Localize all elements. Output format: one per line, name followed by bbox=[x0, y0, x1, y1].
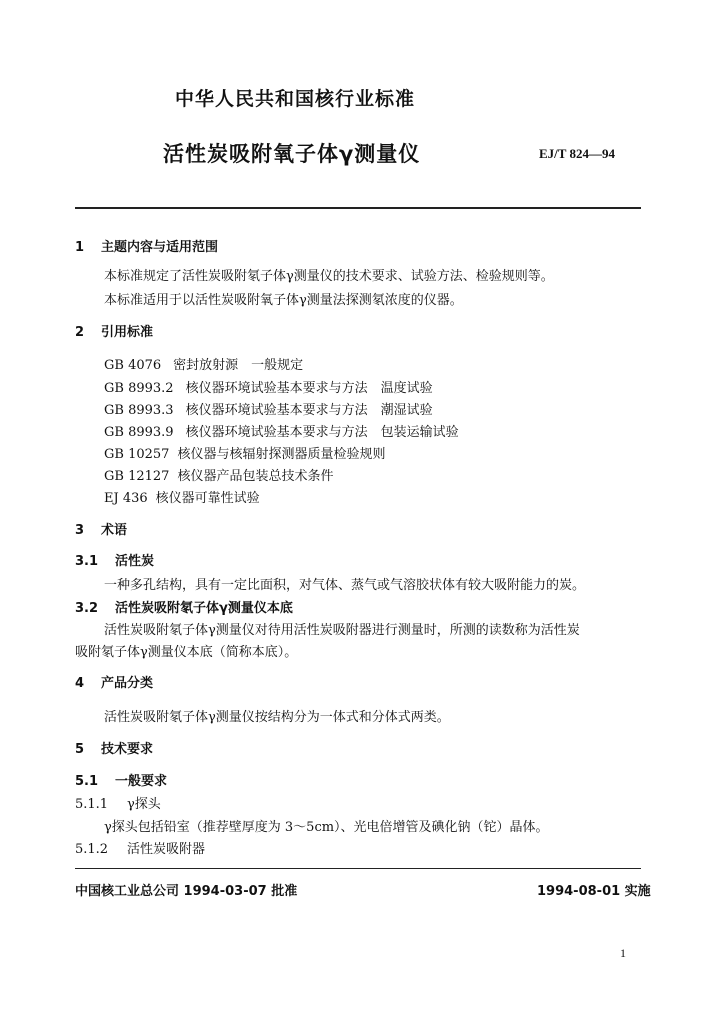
reference-title: 核仪器环境试验基本要求与方法 潮湿试验 bbox=[185, 403, 433, 418]
section-number: 1 bbox=[75, 240, 85, 255]
section-title: 术语 bbox=[101, 523, 128, 538]
reference-item bbox=[104, 487, 260, 506]
reference-item bbox=[104, 399, 433, 418]
subsection-3-2-paragraph-line-1: 活性炭吸附氡子体γ测量仪对待用活性炭吸附器进行测量时，所测的读数称为活性炭 bbox=[104, 623, 580, 638]
reference-code: EJ 436 bbox=[104, 491, 148, 506]
subsection-5-1-1-paragraph: γ探头包括铅室（推荐壁厚度为 3～5cm）、光电倍增管及碘化钠（铊）晶体。 bbox=[104, 820, 549, 835]
reference-code: GB 8993.2 bbox=[104, 381, 174, 396]
subsection-5-1-2-heading bbox=[75, 838, 205, 857]
subsection-number: 5.1 bbox=[75, 774, 99, 789]
reference-code: GB 4076 bbox=[104, 358, 162, 373]
section-title: 产品分类 bbox=[101, 676, 154, 691]
section-number: 3 bbox=[75, 523, 85, 538]
reference-item bbox=[104, 465, 333, 484]
reference-title: 密封放射源 一般规定 bbox=[173, 358, 304, 373]
subsection-title: 活性炭 bbox=[115, 554, 155, 569]
subsection-title: 一般要求 bbox=[115, 774, 168, 789]
section-1-heading bbox=[75, 236, 218, 255]
page-number: 1 bbox=[620, 946, 626, 960]
section-number: 5 bbox=[75, 742, 85, 757]
reference-item bbox=[104, 443, 385, 462]
subsection-5-1-1-heading bbox=[75, 793, 161, 812]
subsection-5-1-heading bbox=[75, 770, 167, 789]
section-4-heading bbox=[75, 672, 153, 691]
subsection-3-1-paragraph: 一种多孔结构，具有一定比面积，对气体、蒸气或气溶胶状体有较大吸附能力的炭。 bbox=[104, 578, 586, 593]
section-number: 4 bbox=[75, 676, 85, 691]
reference-title: 核仪器产品包装总技术条件 bbox=[177, 469, 334, 484]
section-1-paragraph-1: 本标准规定了活性炭吸附氡子体γ测量仪的技术要求、试验方法、检验规则等。 bbox=[104, 269, 554, 284]
subsection-number: 5.1.1 bbox=[75, 797, 109, 812]
reference-item bbox=[104, 354, 303, 373]
reference-title: 核仪器可靠性试验 bbox=[155, 491, 260, 506]
subsection-number: 3.2 bbox=[75, 601, 99, 616]
reference-title: 核仪器环境试验基本要求与方法 包装运输试验 bbox=[185, 425, 459, 440]
reference-item bbox=[104, 377, 433, 396]
subsection-title: 活性炭吸附器 bbox=[127, 842, 206, 857]
approval-note: 中国核工业总公司 1994-03-07 批准 bbox=[75, 884, 298, 899]
subsection-3-2-heading bbox=[75, 597, 293, 616]
section-title: 主题内容与适用范围 bbox=[101, 240, 219, 255]
subsection-title: 活性炭吸附氡子体γ测量仪本底 bbox=[115, 601, 293, 616]
header-divider bbox=[75, 207, 641, 209]
section-title: 引用标准 bbox=[101, 325, 154, 340]
section-1-paragraph-2: 本标准适用于以活性炭吸附氧子体γ测量法探测氡浓度的仪器。 bbox=[104, 293, 463, 308]
subsection-3-2-paragraph-line-2: 吸附氡子体γ测量仪本底（简称本底）。 bbox=[75, 645, 298, 660]
reference-code: GB 12127 bbox=[104, 469, 170, 484]
subsection-number: 3.1 bbox=[75, 554, 99, 569]
reference-item bbox=[104, 421, 459, 440]
header-org: 中华人民共和国核行业标准 bbox=[175, 88, 416, 110]
subsection-title: γ探头 bbox=[127, 797, 161, 812]
section-2-heading bbox=[75, 321, 153, 340]
subsection-number: 5.1.2 bbox=[75, 842, 109, 857]
reference-code: GB 8993.9 bbox=[104, 425, 174, 440]
section-number: 2 bbox=[75, 325, 85, 340]
implementation-date: 1994-08-01 实施 bbox=[537, 884, 651, 899]
reference-code: GB 8993.3 bbox=[104, 403, 174, 418]
reference-title: 核仪器环境试验基本要求与方法 温度试验 bbox=[185, 381, 433, 396]
section-title: 技术要求 bbox=[101, 742, 154, 757]
subsection-3-1-heading bbox=[75, 550, 154, 569]
section-4-paragraph: 活性炭吸附氡子体γ测量仪按结构分为一体式和分体式两类。 bbox=[104, 710, 450, 725]
reference-code: GB 10257 bbox=[104, 447, 170, 462]
section-5-heading bbox=[75, 738, 153, 757]
document-title: 活性炭吸附氧子体γ测量仪 bbox=[163, 142, 421, 166]
reference-title: 核仪器与核辐射探测器质量检验规则 bbox=[177, 447, 386, 462]
document-code: EJ/T 824—94 bbox=[539, 146, 615, 161]
footer-divider bbox=[75, 868, 641, 869]
section-3-heading bbox=[75, 519, 127, 538]
